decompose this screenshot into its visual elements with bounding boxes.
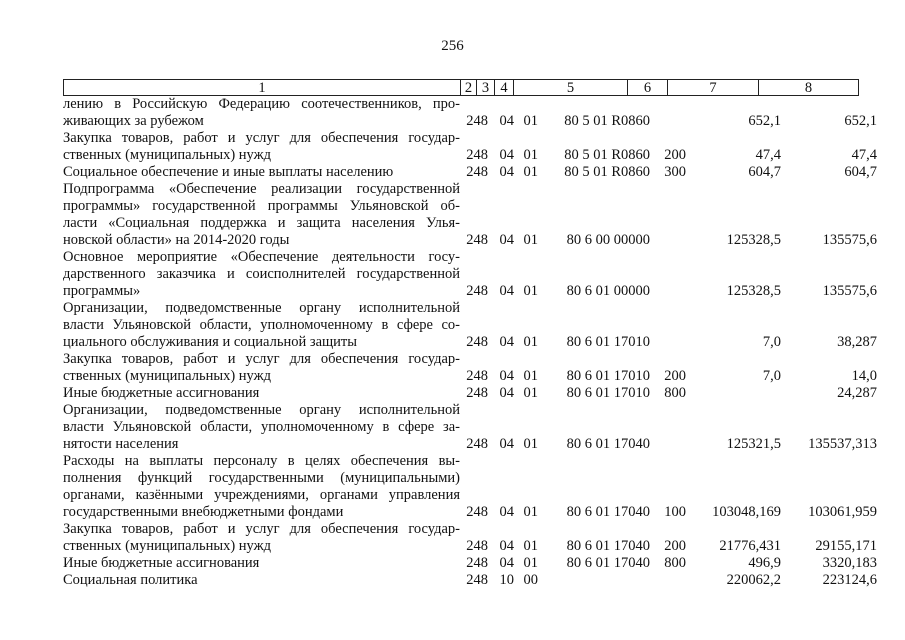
row-value-8: 3320,183 bbox=[822, 555, 877, 571]
row-value-8: 29155,171 bbox=[815, 538, 877, 554]
row-name bbox=[63, 130, 460, 164]
row-value-8: 135575,6 bbox=[822, 283, 877, 299]
row-gr: 248 bbox=[466, 555, 488, 571]
row-rz: 04 bbox=[499, 368, 514, 384]
row-name-line: Подпрограмма «Обеспечение реализации государственной bbox=[63, 181, 460, 197]
row-value-7: 21776,431 bbox=[719, 538, 781, 554]
row-pr: 01 bbox=[523, 147, 538, 163]
row-name-line: Социальное обеспечение и иные выплаты населению bbox=[63, 164, 394, 180]
row-vr: 800 bbox=[664, 555, 686, 571]
row-vr: 200 bbox=[664, 147, 686, 163]
table-header bbox=[63, 79, 859, 96]
row-pr: 00 bbox=[523, 572, 538, 588]
row-value-8: 103061,959 bbox=[808, 504, 877, 520]
row-pr: 01 bbox=[523, 164, 538, 180]
row-name bbox=[63, 351, 460, 385]
header-col-4: 4 bbox=[494, 79, 513, 96]
row-rz: 04 bbox=[499, 334, 514, 350]
row-gr: 248 bbox=[466, 368, 488, 384]
row-name bbox=[63, 300, 460, 351]
header-col-1: 1 bbox=[63, 79, 460, 96]
table-row bbox=[63, 385, 877, 402]
row-rz: 04 bbox=[499, 164, 514, 180]
table-row bbox=[63, 555, 877, 572]
row-csr: 80 6 01 17010 bbox=[566, 385, 650, 401]
row-value-7: 125328,5 bbox=[726, 232, 781, 248]
row-name-line: новской области» на 2014-2020 годы bbox=[63, 232, 290, 248]
row-csr: 80 6 01 00000 bbox=[566, 283, 650, 299]
row-value-8: 604,7 bbox=[844, 164, 877, 180]
row-value-8: 38,287 bbox=[837, 334, 877, 350]
header-col-6: 6 bbox=[627, 79, 667, 96]
row-name bbox=[63, 572, 460, 589]
row-name-line: ственных (муниципальных) нужд bbox=[63, 368, 271, 384]
row-gr: 248 bbox=[466, 113, 488, 129]
row-pr: 01 bbox=[523, 538, 538, 554]
row-value-8: 652,1 bbox=[844, 113, 877, 129]
row-value-8: 223124,6 bbox=[822, 572, 877, 588]
row-name bbox=[63, 249, 460, 300]
row-name-line: ственных (муниципальных) нужд bbox=[63, 147, 271, 163]
table-row bbox=[63, 300, 877, 351]
row-csr: 80 6 01 17040 bbox=[566, 504, 650, 520]
row-rz: 04 bbox=[499, 232, 514, 248]
table-row bbox=[63, 130, 877, 164]
row-value-7: 103048,169 bbox=[712, 504, 781, 520]
header-col-3: 3 bbox=[476, 79, 494, 96]
table-row bbox=[63, 164, 877, 181]
row-name-line: Основное мероприятие «Обеспечение деятельности госу- bbox=[63, 249, 460, 265]
table-row bbox=[63, 402, 877, 453]
row-gr: 248 bbox=[466, 283, 488, 299]
row-name-line: нятости населения bbox=[63, 436, 179, 452]
row-name-line: ственных (муниципальных) нужд bbox=[63, 538, 271, 554]
row-name-line: лению в Российскую Федерацию соотечественников, про- bbox=[63, 96, 460, 112]
row-name-line: Расходы на выплаты персоналу в целях обеспечения вы- bbox=[63, 453, 460, 469]
row-vr: 200 bbox=[664, 538, 686, 554]
row-pr: 01 bbox=[523, 385, 538, 401]
row-csr: 80 5 01 R0860 bbox=[564, 147, 650, 163]
row-value-8: 135537,313 bbox=[808, 436, 877, 452]
header-col-7: 7 bbox=[667, 79, 758, 96]
row-name bbox=[63, 164, 460, 181]
row-vr: 200 bbox=[664, 368, 686, 384]
header-col-8: 8 bbox=[758, 79, 859, 96]
row-name-line: живающих за рубежом bbox=[63, 113, 204, 129]
table-row bbox=[63, 96, 877, 130]
row-pr: 01 bbox=[523, 283, 538, 299]
row-name-line: органами, казёнными учреждениями, органами управления bbox=[63, 487, 460, 503]
row-rz: 04 bbox=[499, 504, 514, 520]
table-row bbox=[63, 572, 877, 589]
row-value-8: 47,4 bbox=[851, 147, 877, 163]
row-gr: 248 bbox=[466, 232, 488, 248]
row-rz: 04 bbox=[499, 555, 514, 571]
row-csr: 80 5 01 R0860 bbox=[564, 164, 650, 180]
row-gr: 248 bbox=[466, 147, 488, 163]
row-pr: 01 bbox=[523, 555, 538, 571]
table-row bbox=[63, 181, 877, 249]
row-gr: 248 bbox=[466, 436, 488, 452]
row-name bbox=[63, 555, 460, 572]
row-rz: 04 bbox=[499, 385, 514, 401]
row-csr: 80 5 01 R0860 bbox=[564, 113, 650, 129]
row-name bbox=[63, 181, 460, 249]
row-rz: 10 bbox=[499, 572, 514, 588]
row-name-line: государственными внебюджетными фондами bbox=[63, 504, 344, 520]
row-value-7: 604,7 bbox=[748, 164, 781, 180]
row-csr: 80 6 01 17040 bbox=[566, 538, 650, 554]
row-name-line: Социальная политика bbox=[63, 572, 198, 588]
row-pr: 01 bbox=[523, 504, 538, 520]
row-rz: 04 bbox=[499, 538, 514, 554]
row-csr: 80 6 01 17010 bbox=[566, 334, 650, 350]
row-pr: 01 bbox=[523, 334, 538, 350]
row-pr: 01 bbox=[523, 113, 538, 129]
row-name-line: Иные бюджетные ассигнования bbox=[63, 385, 260, 401]
row-value-7: 652,1 bbox=[748, 113, 781, 129]
table-row bbox=[63, 521, 877, 555]
row-value-7: 7,0 bbox=[762, 368, 781, 384]
row-gr: 248 bbox=[466, 334, 488, 350]
row-pr: 01 bbox=[523, 436, 538, 452]
row-name bbox=[63, 521, 460, 555]
row-csr: 80 6 01 17040 bbox=[566, 436, 650, 452]
row-value-7: 125321,5 bbox=[726, 436, 781, 452]
row-gr: 248 bbox=[466, 504, 488, 520]
row-pr: 01 bbox=[523, 368, 538, 384]
row-value-8: 135575,6 bbox=[822, 232, 877, 248]
row-name-line: Закупка товаров, работ и услуг для обеспечения государ- bbox=[63, 130, 460, 146]
row-csr: 80 6 01 17010 bbox=[566, 368, 650, 384]
row-value-7: 125328,5 bbox=[726, 283, 781, 299]
table-row bbox=[63, 351, 877, 385]
row-name-line: Иные бюджетные ассигнования bbox=[63, 555, 260, 571]
table-row bbox=[63, 249, 877, 300]
row-value-7: 496,9 bbox=[748, 555, 781, 571]
row-name-line: Закупка товаров, работ и услуг для обеспечения государ- bbox=[63, 351, 460, 367]
row-vr: 300 bbox=[664, 164, 686, 180]
row-name-line: Организации, подведомственные органу исполнительной bbox=[63, 300, 460, 316]
row-name-line: полнения функций государственными (муниципальными) bbox=[63, 470, 460, 486]
row-name-line: ласти «Социальная поддержка и защита населения Улья- bbox=[63, 215, 460, 231]
row-name-line: программы» государственной программы Ульяновской об- bbox=[63, 198, 460, 214]
row-name-line: программы» bbox=[63, 283, 141, 299]
header-col-2: 2 bbox=[460, 79, 476, 96]
row-vr: 100 bbox=[664, 504, 686, 520]
row-value-8: 14,0 bbox=[851, 368, 877, 384]
row-gr: 248 bbox=[466, 164, 488, 180]
row-value-7: 47,4 bbox=[755, 147, 781, 163]
row-rz: 04 bbox=[499, 113, 514, 129]
row-name-line: дарственного заказчика и соисполнителей государственной bbox=[63, 266, 460, 282]
row-gr: 248 bbox=[466, 538, 488, 554]
row-name-line: Закупка товаров, работ и услуг для обеспечения государ- bbox=[63, 521, 460, 537]
row-name-line: власти Ульяновской области, уполномоченному в сфере за- bbox=[63, 419, 460, 435]
row-name bbox=[63, 453, 460, 521]
row-rz: 04 bbox=[499, 147, 514, 163]
row-value-8: 24,287 bbox=[837, 385, 877, 401]
row-rz: 04 bbox=[499, 283, 514, 299]
row-csr: 80 6 00 00000 bbox=[566, 232, 650, 248]
row-vr: 800 bbox=[664, 385, 686, 401]
row-pr: 01 bbox=[523, 232, 538, 248]
row-gr: 248 bbox=[466, 572, 488, 588]
row-value-7: 7,0 bbox=[762, 334, 781, 350]
row-name bbox=[63, 385, 460, 402]
row-name-line: циального обслуживания и социальной защиты bbox=[63, 334, 358, 350]
table-body bbox=[63, 96, 877, 589]
row-csr: 80 6 01 17040 bbox=[566, 555, 650, 571]
row-name-line: власти Ульяновской области, уполномоченному в сфере со- bbox=[63, 317, 460, 333]
row-value-7: 220062,2 bbox=[726, 572, 781, 588]
header-col-5: 5 bbox=[513, 79, 627, 96]
row-name-line: Организации, подведомственные органу исполнительной bbox=[63, 402, 460, 418]
row-rz: 04 bbox=[499, 436, 514, 452]
table-row bbox=[63, 453, 877, 521]
page-number: 256 bbox=[441, 38, 464, 54]
row-name bbox=[63, 402, 460, 453]
row-gr: 248 bbox=[466, 385, 488, 401]
row-name bbox=[63, 96, 460, 130]
